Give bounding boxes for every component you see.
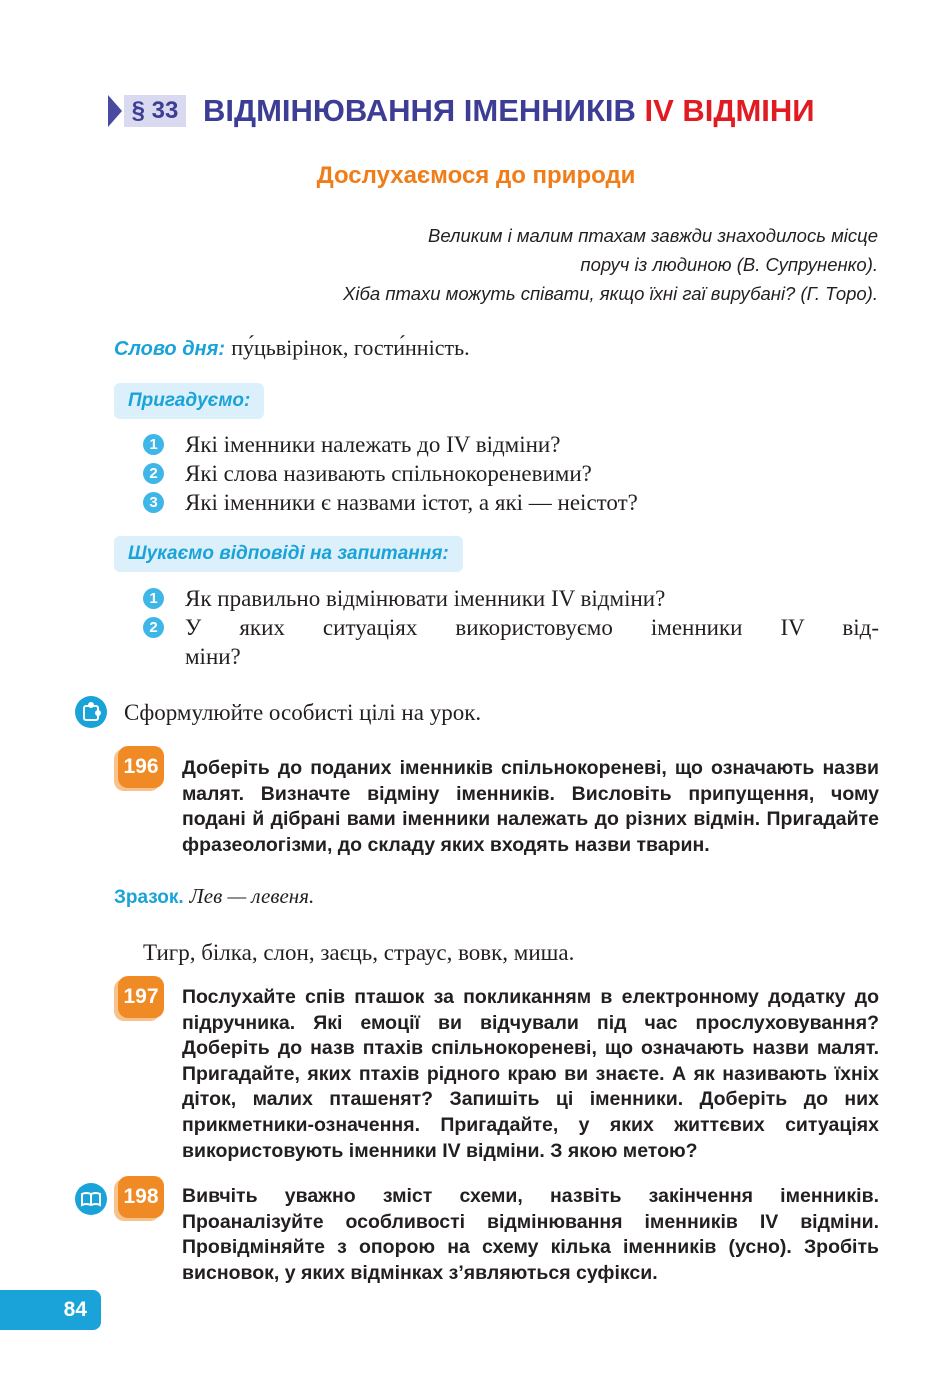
- number-badge: 2: [143, 463, 164, 484]
- goals-text: Сформулюйте особисті цілі на урок.: [124, 700, 482, 725]
- exercise-198-text: Вивчіть уважно зміст схеми, назвіть закінчення іменників. Проаналізуйте особливості відмінювання іменників IV відміни. Провідміняйте з опорою на схему кілька іменників (усно). Зробіть висновок, у яких відмінках з’являються суфікси.: [182, 1185, 879, 1284]
- recall-label: Пригадуємо:: [114, 383, 264, 419]
- question-text: Як правильно відмінювати іменники IV відміни?: [185, 586, 666, 611]
- list-item: [143, 584, 879, 613]
- question-text: Які іменники є назвами істот, а які — неістот?: [185, 490, 638, 515]
- question-text-cont: міни?: [185, 644, 241, 669]
- recall-list: [143, 430, 843, 517]
- list-item: [143, 430, 843, 459]
- section-badge: [108, 95, 186, 127]
- question-text: Які іменники належать до IV відміни?: [185, 432, 561, 457]
- section-number: § 33: [124, 95, 186, 127]
- word-of-day-text: пу́цьвірінок, гости́нність.: [231, 335, 470, 360]
- number-badge: 3: [143, 492, 164, 513]
- list-item: [143, 459, 843, 488]
- sample: [114, 884, 314, 909]
- question-text: Які слова називають спільнокореневими?: [185, 461, 592, 486]
- page-title: [203, 92, 815, 130]
- sample-label: Зразок.: [114, 887, 184, 908]
- puzzle-goal-icon: [75, 696, 107, 728]
- sample-text: Лев — левеня.: [189, 884, 315, 908]
- seek-label: Шукаємо відповіді на запитання:: [114, 536, 463, 572]
- epigraph-line: поруч із людиною (В. Супруненко).: [580, 254, 878, 275]
- exercise-number-197: 197: [118, 976, 164, 1018]
- number-badge: 1: [143, 434, 164, 455]
- question-text: У яких ситуаціях використовуємо іменники IV від-: [185, 615, 879, 640]
- exercise-number-198: 198: [118, 1176, 164, 1218]
- page-title-accent: IV ВІДМІНИ: [644, 93, 815, 128]
- page-number: 84: [0, 1290, 101, 1330]
- section-chevron-icon: [108, 95, 122, 127]
- open-book-icon: [75, 1183, 107, 1215]
- book-icon: [75, 1183, 107, 1215]
- epigraph-line: Хіба птахи можуть співати, якщо їхні гаї вирубані? (Г. Торо).: [343, 283, 878, 304]
- exercise-number-196: 196: [118, 746, 164, 788]
- number-badge: 1: [143, 588, 164, 609]
- lesson-subtitle: Дослухаємося до природи: [316, 162, 636, 189]
- number-badge: 2: [143, 617, 164, 638]
- word-of-day-label: Слово дня:: [114, 338, 226, 360]
- epigraph: [343, 221, 878, 308]
- exercise-196-text: Доберіть до поданих іменників спільнокореневі, що означають назви малят. Визначте відміну іменників. Висловіть припущення, чому подані й дібрані вами іменники належать до різних відмін. Пригадайте фразеологізми, до складу яких входять назви тварин.: [182, 757, 879, 856]
- list-item: [143, 488, 843, 517]
- epigraph-line: Великим і малим птахам завжди знаходилось місце: [428, 225, 878, 246]
- seek-list: [143, 584, 879, 671]
- word-of-day: [114, 335, 470, 361]
- words-list: Тигр, білка, слон, заєць, страус, вовк, миша.: [143, 940, 575, 965]
- list-item: [143, 613, 879, 671]
- page-title-main: ВІДМІНЮВАННЯ ІМЕННИКІВ: [203, 93, 636, 128]
- puzzle-icon: [75, 696, 107, 728]
- exercise-197-text: Послухайте спів пташок за покликанням в електронному додатку до підручника. Які емоції ви відчували під час прослуховування? Доберіть до назв птахів спільнокореневі, що означають назви малят. Пригадайте, яких птахів рідного краю ви знаєте. А як називають їхніх діток, малих пташенят? Запишіть ці іменники. Доберіть до них прикметники-означення. Пригадайте, у яких життєвих ситуаціях використовують іменники IV відміни. З якою метою?: [182, 986, 879, 1162]
